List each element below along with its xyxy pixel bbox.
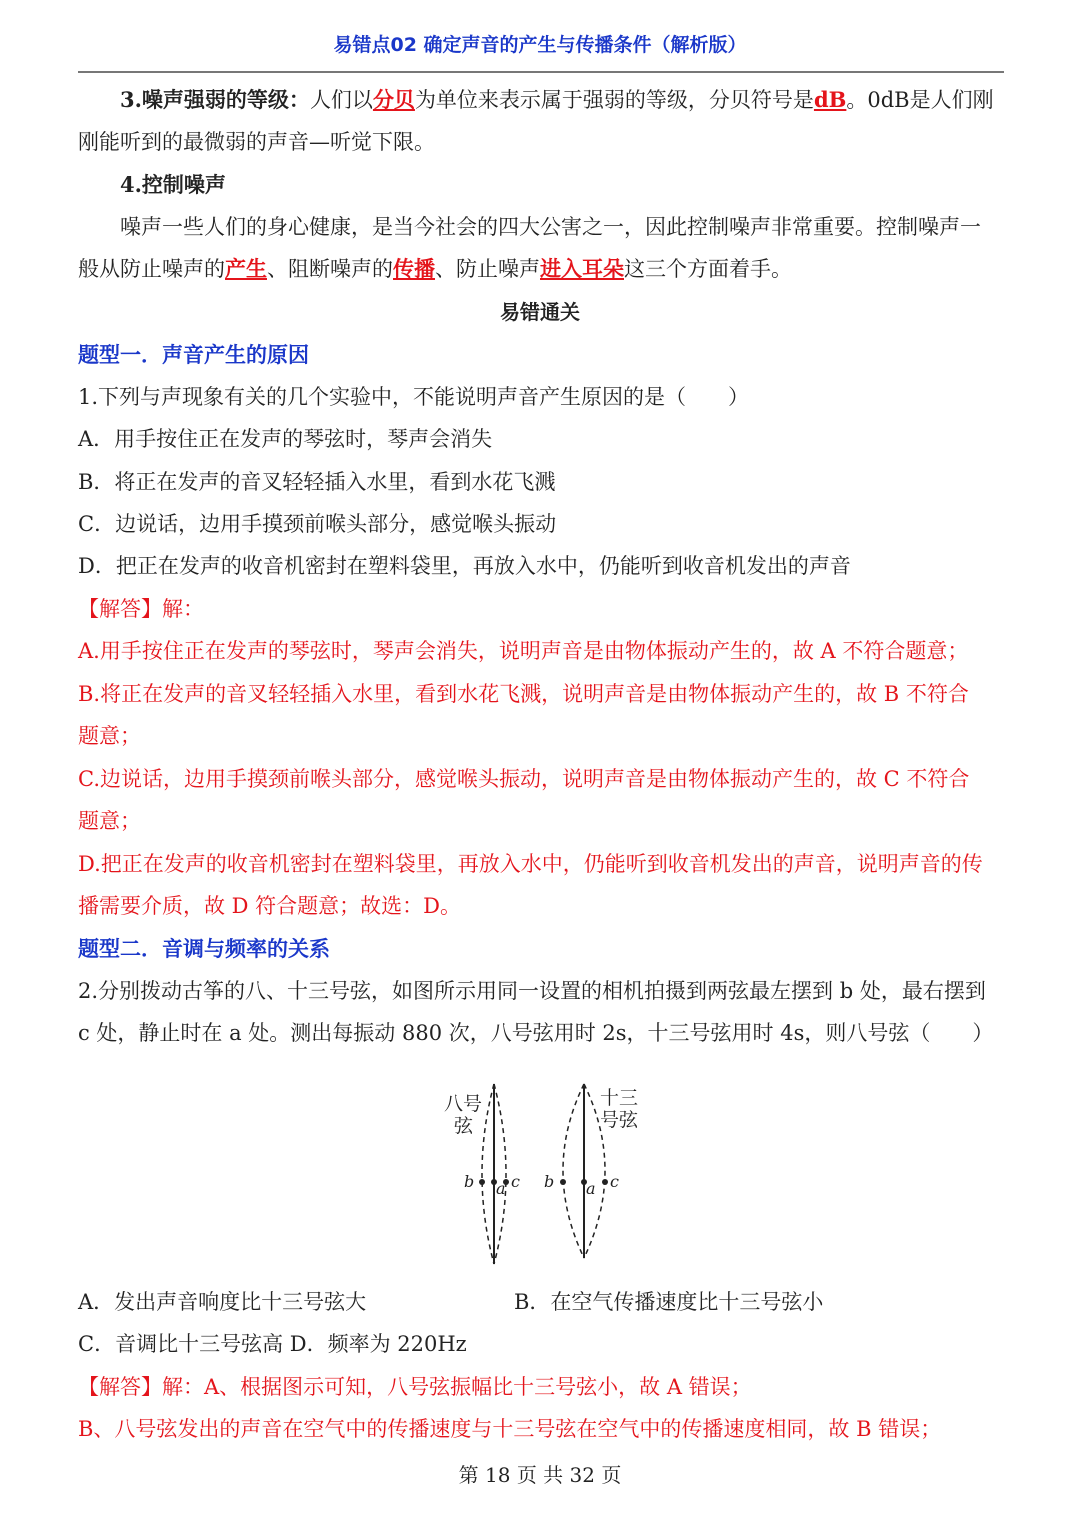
header-divider [78, 71, 1004, 73]
right-point-b [560, 1179, 566, 1185]
right-string-label-2: 号弦 [600, 1109, 639, 1131]
question-type-1-title: 题型一．声音产生的原因 [78, 343, 309, 367]
question-type-2-title: 题型二．音调与频率的关系 [78, 937, 330, 961]
answer-2-label: 【解答】 [78, 1375, 162, 1399]
answer-intro: 解： [162, 597, 204, 621]
right-point-c [602, 1179, 608, 1185]
noise-control-text-4: 这三个方面着手。 [624, 257, 792, 281]
answer-1-line-b-cont: 题意； [78, 724, 141, 748]
answer-2-text-1: 解：A、根据图示可知，八号弦振幅比十三号弦小，故 A 错误； [162, 1375, 752, 1399]
right-string-left-swing [563, 1084, 584, 1258]
answer-1-line-d-cont: 播需要介质，故 D 符合题意；故选：D。 [78, 894, 462, 918]
page-header-title: 易错点02 确定声音的产生与传播条件（解析版） [333, 34, 747, 56]
noise-level-text-3: 。0dB是人们刚 [846, 88, 994, 112]
left-point-b [479, 1179, 485, 1185]
left-string-label-1: 八号 [444, 1093, 483, 1115]
left-label-c: c [511, 1172, 520, 1191]
question-1-option-d: D．把正在发声的收音机密封在塑料袋里，再放入水中，仍能听到收音机发出的声音 [78, 554, 851, 578]
left-label-b: b [464, 1172, 475, 1191]
noise-level-text-1: 人们以 [309, 88, 373, 112]
answer-1-line-b: B.将正在发声的音叉轻轻插入水里，看到水花飞溅，说明声音是由物体振动产生的，故 B 不符合 [78, 682, 969, 706]
question-2-stem-line1: 2.分别拨动古筝的八、十三号弦，如图所示用同一设置的相机拍摄到两弦最左摆到 b 处，最右摆到 [78, 979, 986, 1003]
question-2-option-a: A．发出声音响度比十三号弦大 [78, 1290, 367, 1314]
question-1-option-c: C．边说话，边用手摸颈前喉头部分，感觉喉头振动 [78, 512, 557, 536]
noise-level-paragraph-line2: 刚能听到的最微弱的声音—听觉下限。 [78, 130, 435, 154]
right-string-label-1: 十三 [600, 1087, 639, 1109]
question-1-stem: 1.下列与声现象有关的几个实验中，不能说明声音产生原因的是（ ） [78, 385, 750, 409]
question-1-option-a: A．用手按住正在发声的琴弦时，琴声会消失 [78, 427, 493, 451]
left-string-right-swing [494, 1084, 506, 1264]
keyword-entering-ear: 进入耳朵 [540, 256, 624, 281]
noise-level-label: 3.噪声强弱的等级： [120, 87, 310, 112]
question-2-option-cd: C．音调比十三号弦高 D．频率为 220Hz [78, 1332, 467, 1356]
noise-control-paragraph-line1: 噪声一些人们的身心健康，是当今社会的四大公害之一，因此控制噪声非常重要。控制噪声一 [120, 215, 981, 239]
right-label-c: c [610, 1172, 619, 1191]
question-1-option-b: B．将正在发声的音叉轻轻插入水里，看到水花飞溅 [78, 470, 556, 494]
question-2-option-b: B．在空气传播速度比十三号弦小 [514, 1290, 824, 1314]
decibel-keyword: 分贝 [372, 87, 415, 112]
noise-control-text-2: 、阻断噪声的 [267, 257, 393, 281]
question-2-answer-line2: B、八号弦发出的声音在空气中的传播速度与十三号弦在空气中的传播速度相同，故 B 错误； [78, 1417, 942, 1441]
question-1-answer-header [78, 594, 204, 624]
page-footer-number: 第 18 页 共 32 页 [458, 1463, 622, 1487]
db-symbol-keyword: dB [813, 87, 847, 112]
section-title: 易错通关 [500, 300, 580, 324]
noise-control-text-3: 、防止噪声 [435, 257, 540, 281]
answer-1-line-d: D.把正在发声的收音机密封在塑料袋里，再放入水中，仍能听到收音机发出的声音，说明声音的传 [78, 852, 983, 876]
keyword-propagation: 传播 [393, 256, 435, 281]
answer-1-line-a: A.用手按住正在发声的琴弦时，琴声会消失，说明声音是由物体振动产生的，故 A 不符合题意； [78, 639, 969, 663]
noise-level-paragraph-line1 [120, 85, 994, 115]
string-diagram-svg [440, 1080, 650, 1270]
string-vibration-figure [440, 1080, 650, 1270]
noise-control-heading: 4.控制噪声 [120, 172, 226, 197]
right-label-b: b [544, 1172, 555, 1191]
answer-label: 【解答】 [78, 597, 162, 621]
right-label-a: a [586, 1179, 596, 1198]
left-label-a: a [496, 1179, 506, 1198]
question-2-answer-line1 [78, 1372, 752, 1402]
question-2-stem-line2: c 处，静止时在 a 处。测出每振动 880 次，八号弦用时 2s，十三号弦用时 4s，则八号弦（ ） [78, 1021, 994, 1045]
keyword-generation: 产生 [225, 256, 267, 281]
answer-1-line-c-cont: 题意； [78, 809, 141, 833]
noise-level-text-2: 为单位来表示属于强弱的等级，分贝符号是 [414, 88, 814, 112]
noise-control-paragraph-line2 [78, 254, 792, 284]
left-string-label-2: 弦 [454, 1115, 474, 1137]
noise-control-text-1: 般从防止噪声的 [78, 257, 225, 281]
answer-1-line-c: C.边说话，边用手摸颈前喉头部分，感觉喉头振动，说明声音是由物体振动产生的，故 C 不符合 [78, 767, 970, 791]
left-string-left-swing [482, 1084, 494, 1264]
